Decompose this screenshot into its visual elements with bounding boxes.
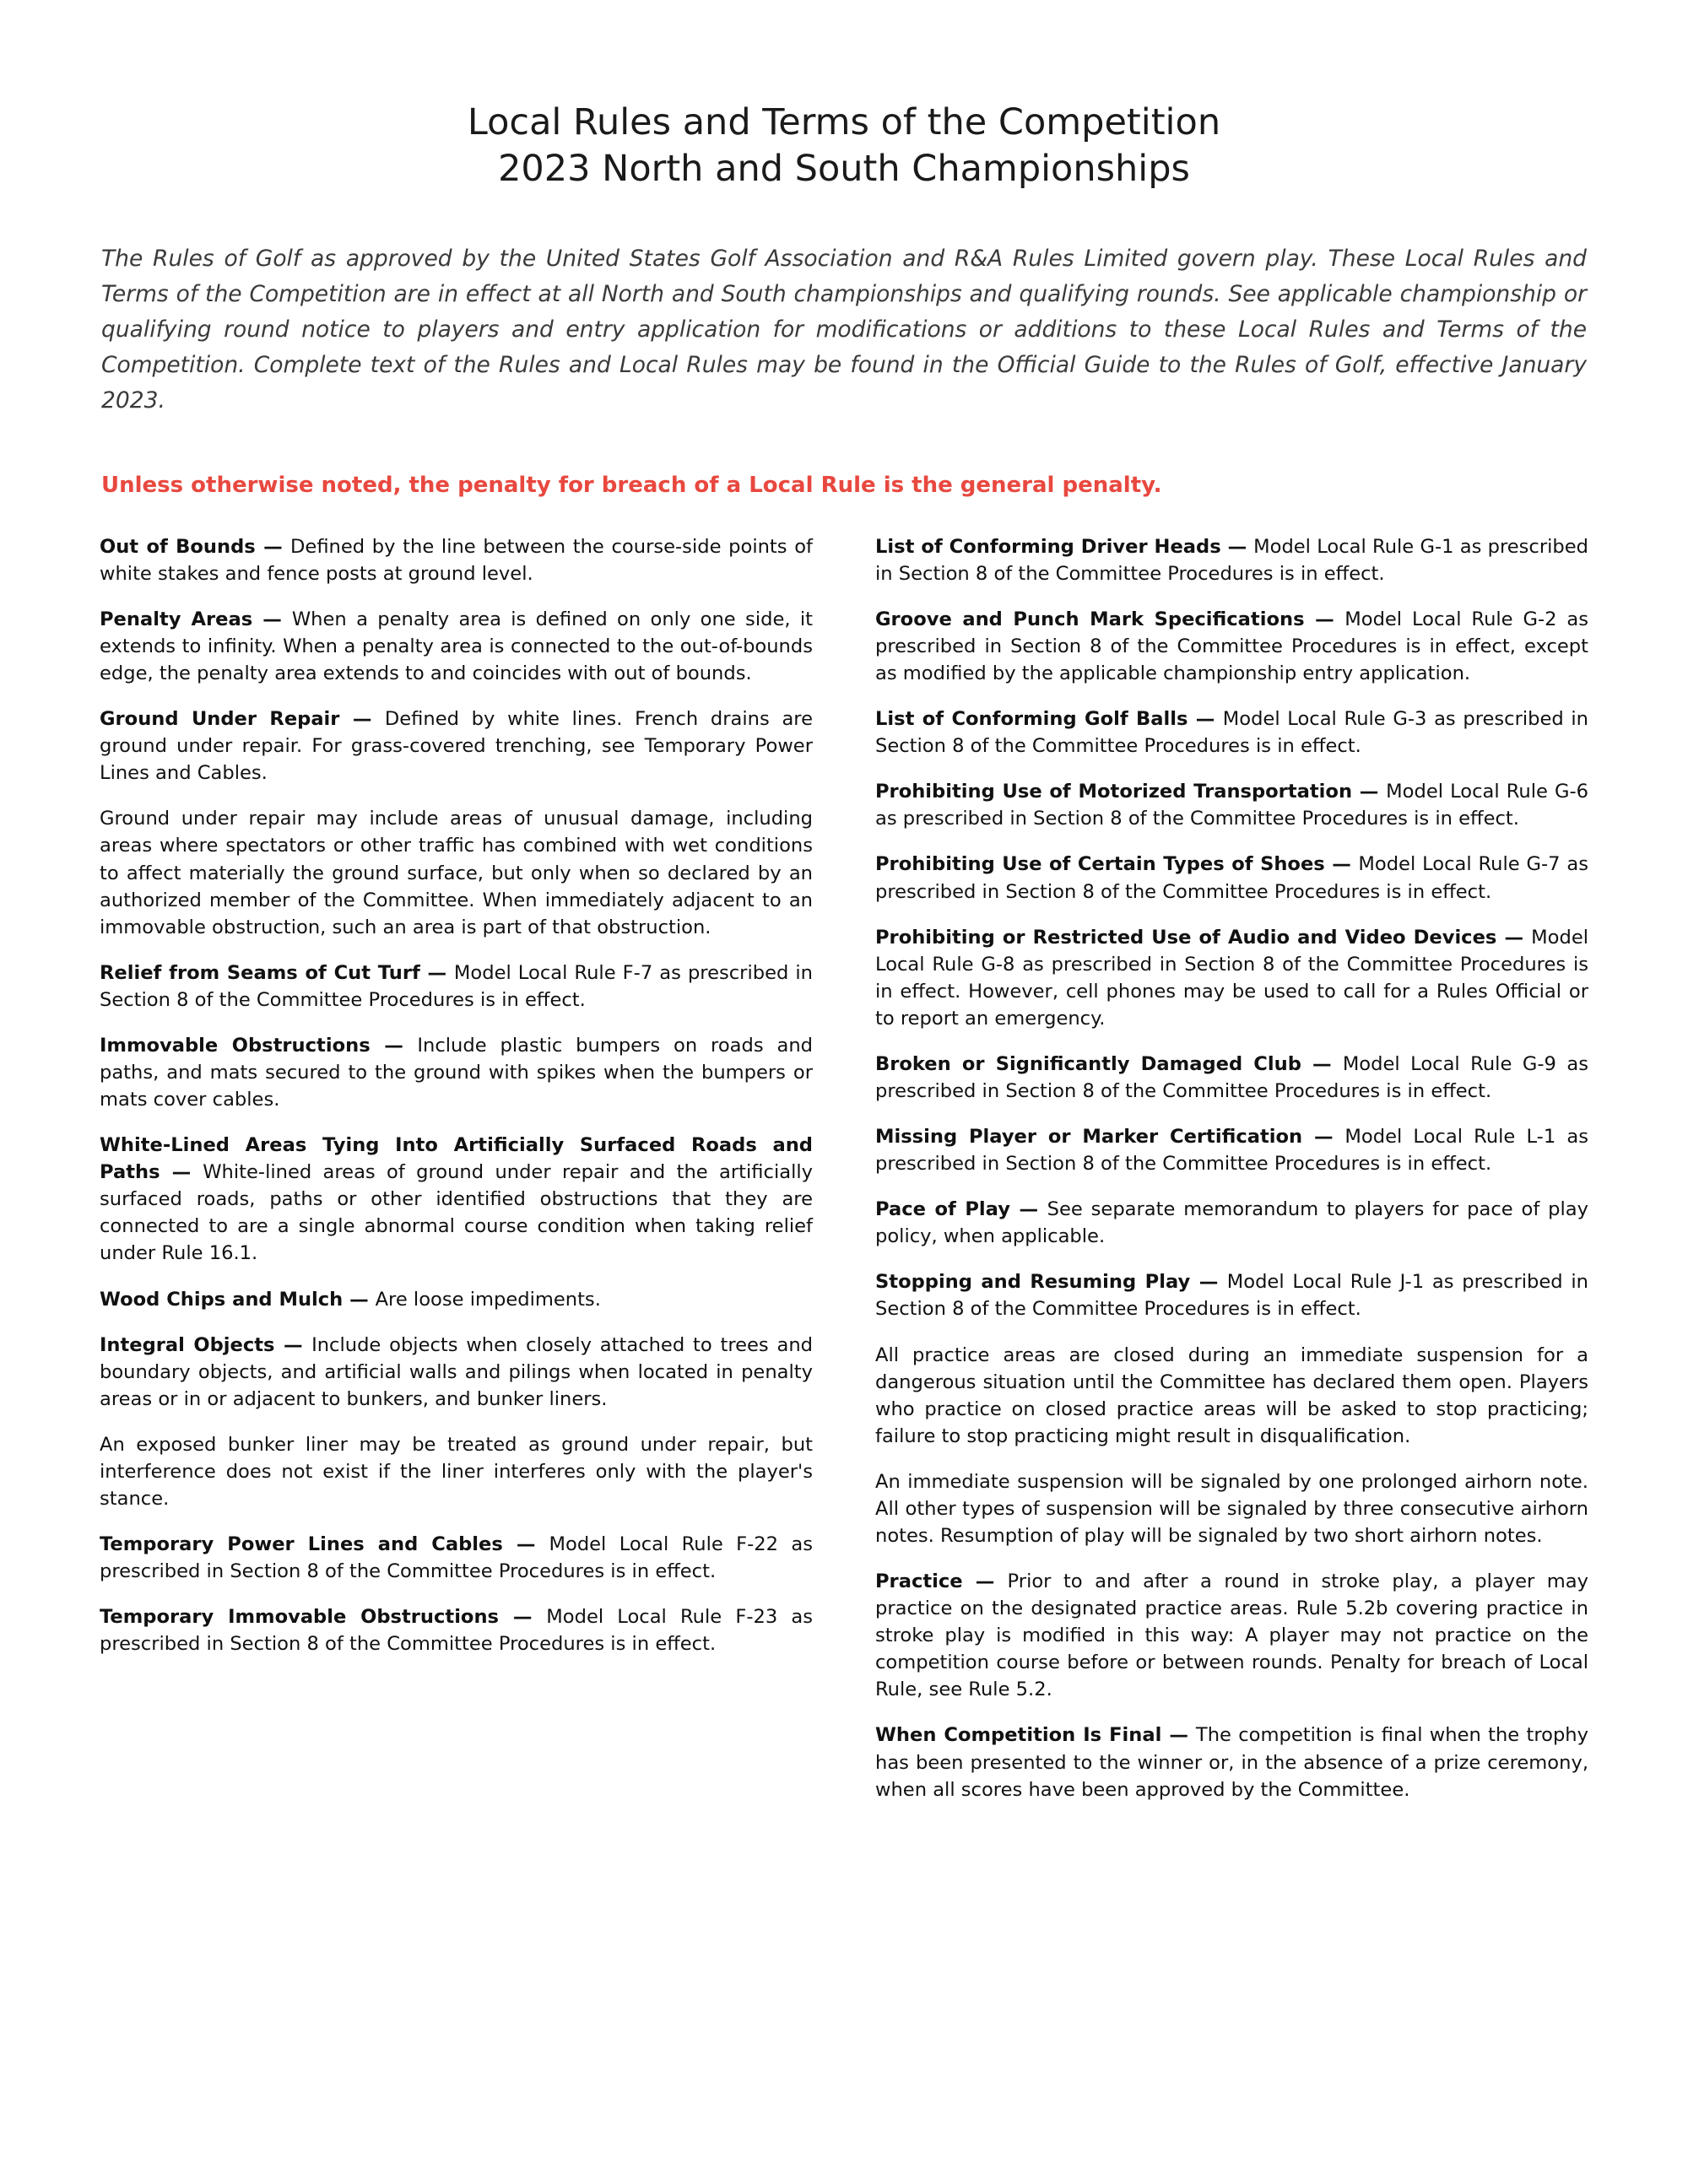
rule-term: Missing Player or Marker Certification [875,1126,1303,1149]
rule-term: Broken or Significantly Damaged Club [875,1052,1301,1075]
rule-paragraph [875,1468,1588,1549]
page-title [100,100,1588,192]
rule-paragraph [875,1196,1588,1250]
rule-dash: — [1304,608,1345,630]
rule-text: Include objects when closely attached to trees and boundary objects, and artificial walls and pilings when located in penalty areas or in or adjacent to bunkers, and bunker liners. [100,1333,813,1410]
right-rules-column [875,533,1588,1803]
rule-paragraph [100,1032,813,1113]
rule-paragraph [875,1123,1588,1177]
rule-term: Prohibiting Use of Motorized Transportation [875,781,1353,803]
rule-dash: — [499,1606,547,1629]
rule-text: Model Local Rule F-7 as prescribed in Section 8 of the Committee Procedures is in effect. [100,961,813,1011]
rule-term: Relief from Seams of Cut Turf [100,961,420,984]
rule-dash: — [962,1570,1008,1593]
rule-term: Ground Under Repair [100,708,340,731]
rule-term: Immovable Obstructions [100,1034,371,1057]
rule-dash: — [343,1288,376,1311]
rules-columns [100,533,1588,1803]
rule-term: Temporary Immovable Obstructions [100,1606,499,1629]
rule-dash: — [1009,1198,1047,1221]
rule-term: Prohibiting or Restricted Use of Audio and Video Devices [875,926,1497,949]
rule-text: Prior to and after a round in stroke play, a player may practice on the designated practice areas. Rule 5.2b covering practice in stroke play is modified in this way: A player may not practice on the competition course before or between rounds. Penalty for breach of Local Rule, see Rule 5.2. [875,1570,1589,1701]
rule-term: Pace of Play [875,1198,1010,1221]
rule-dash: — [1301,1052,1343,1075]
rule-term: When Competition Is Final [875,1724,1162,1747]
rule-text: Model Local Rule G-3 as prescribed in Section 8 of the Committee Procedures is in effect. [875,708,1589,758]
rule-text: An exposed bunker liner may be treated as ground under repair, but interference does not exist if the liner interferes only with the player's stance. [100,1433,813,1511]
rule-dash: — [274,1333,312,1356]
title-line-2: 2023 North and South Championships [498,148,1190,191]
rule-text: Model Local Rule G-1 as prescribed in Section 8 of the Committee Procedures is in effect. [875,535,1588,585]
rule-dash: — [1188,708,1223,731]
rule-paragraph [100,1286,813,1313]
rule-dash: — [255,535,291,558]
rule-term: Penalty Areas [100,608,253,630]
rule-term: Integral Objects [100,1333,275,1356]
rule-term: List of Conforming Golf Balls [875,708,1188,731]
general-penalty-note: Unless otherwise noted, the penalty for breach of a Local Rule is the general penalty. [101,473,1162,499]
rule-term: Practice [875,1570,963,1593]
rule-text: Model Local Rule J-1 as prescribed in Section 8 of the Committee Procedures is in effect. [875,1271,1588,1321]
rule-term: Prohibiting Use of Certain Types of Shoes [875,853,1325,876]
rule-term: Stopping and Resuming Play [875,1271,1191,1294]
rule-dash: — [370,1034,418,1057]
rule-paragraph [875,1568,1588,1703]
rule-dash: — [1324,853,1359,876]
rule-text: Defined by the line between the course-side points of white stakes and fence posts at ground level. [100,535,813,585]
rule-paragraph [875,533,1588,587]
rule-paragraph [100,533,813,587]
rule-paragraph [875,705,1588,760]
rule-text: Ground under repair may include areas of unusual damage, including areas where spectators or other traffic has combined with wet conditions to affect materially the ground surface, but only when so declared by an authorized member of the Committee. When immediately adjacent to an immovable obstruction, such an area is part of that obstruction. [100,808,813,938]
rule-term: White-Lined Areas Tying Into Artificially Surfaced Roads and Paths [100,1134,813,1184]
rule-text: Model Local Rule F-22 as prescribed in Section 8 of the Committee Procedures is in effect. [100,1533,813,1583]
rule-text: Model Local Rule G-9 as prescribed in Section 8 of the Committee Procedures is in effect. [875,1052,1588,1102]
rule-text: Model Local Rule G-2 as prescribed in Section 8 of the Committee Procedures is in effect, except as modified by the applicable championship entry application. [875,608,1588,685]
rule-dash: — [1352,781,1387,803]
rule-term: List of Conforming Driver Heads [875,535,1221,558]
rule-text: Model Local Rule G-6 as prescribed in Section 8 of the Committee Procedures is in effect. [875,781,1588,830]
rule-paragraph [875,1342,1588,1450]
rule-paragraph [875,1722,1588,1803]
rule-dash: — [419,961,454,984]
rule-dash: — [252,608,292,630]
rule-paragraph [875,778,1588,832]
rule-dash: — [502,1533,549,1556]
rule-text: When a penalty area is defined on only one side, it extends to infinity. When a penalty area is connected to the out-of-bounds edge, the penalty area extends to and coincides with out of bounds. [100,608,814,685]
rule-text: Model Local Rule L-1 as prescribed in Section 8 of the Committee Procedures is in effect. [875,1126,1588,1176]
rule-paragraph [875,924,1588,1032]
rule-paragraph [100,606,813,687]
rule-dash: — [1190,1271,1227,1294]
rule-term: Out of Bounds [100,535,256,558]
rule-paragraph [100,1431,813,1512]
rule-paragraph [100,1531,813,1585]
rule-text: Model Local Rule G-7 as prescribed in Section 8 of the Committee Procedures is in effect. [875,853,1588,903]
rule-text: Are loose impediments. [375,1288,601,1311]
rule-text: Include plastic bumpers on roads and paths, and mats secured to the ground with spikes when the bumpers or mats cover cables. [100,1034,813,1111]
rule-term: Wood Chips and Mulch [100,1288,344,1311]
rule-dash: — [1161,1724,1196,1747]
rule-text: White-lined areas of ground under repair and the artificially surfaced roads, paths or other identified obstructions that they are connected to are a single abnormal course condition when taking relief under Rule 16.1. [100,1161,814,1265]
intro-paragraph: The Rules of Golf as approved by the United States Golf Association and R&A Rules Limited govern play. These Local Rules and Terms of the Competition are in effect at all North and South championships and qualifying rounds. See applicable championship or qualifying round notice to players and entry application for modifications or additions to these Local Rules and Terms of the Competition. Complete text of the Rules and Local Rules may be found in the Official Guide to the Rules of Golf, effective January 2023. [101,246,1587,414]
rule-dash: — [1496,926,1532,949]
rule-term: Temporary Power Lines and Cables [100,1533,503,1556]
rule-paragraph [100,705,813,787]
rule-paragraph [875,1051,1588,1105]
rule-text: An immediate suspension will be signaled by one prolonged airhorn note. All other types of suspension will be signaled by three consecutive airhorn notes. Resumption of play will be signaled by two short airhorn notes. [875,1470,1588,1548]
rule-text: The competition is final when the trophy has been presented to the winner or, in the absence of a prize ceremony, when all scores have been approved by the Committee. [875,1724,1588,1801]
rule-dash: — [160,1161,203,1184]
rule-text: Model Local Rule G-8 as prescribed in Section 8 of the Committee Procedures is in effect. However, cell phones may be used to call for a Rules Official or to report an emergency. [875,926,1589,1030]
rule-term: Groove and Punch Mark Specifications [875,608,1305,630]
title-line-1: Local Rules and Terms of the Competition [467,101,1221,143]
rule-paragraph [100,1603,813,1657]
rule-paragraph [100,960,813,1014]
rule-dash: — [1220,535,1254,558]
rule-text: See separate memorandum to players for pace of play policy, when applicable. [875,1198,1588,1248]
rule-text: Model Local Rule F-23 as prescribed in Section 8 of the Committee Procedures is in effect. [100,1606,813,1656]
rule-paragraph [875,606,1588,687]
rule-paragraph [100,1332,813,1413]
rule-paragraph [100,805,813,940]
rule-paragraph [100,1132,813,1267]
rule-dash: — [1302,1126,1345,1149]
left-rules-column [100,533,813,1803]
rule-paragraph [875,1268,1588,1322]
rule-text: All practice areas are closed during an immediate suspension for a dangerous situation until the Committee has declared them open. Players who practice on closed practice areas will be asked to stop practicing; failure to stop practicing might result in disqualification. [875,1343,1588,1447]
rule-dash: — [339,708,385,731]
rule-paragraph [875,851,1588,905]
rule-text: Defined by white lines. French drains are ground under repair. For grass-covered trenching, see Temporary Power Lines and Cables. [100,708,814,785]
